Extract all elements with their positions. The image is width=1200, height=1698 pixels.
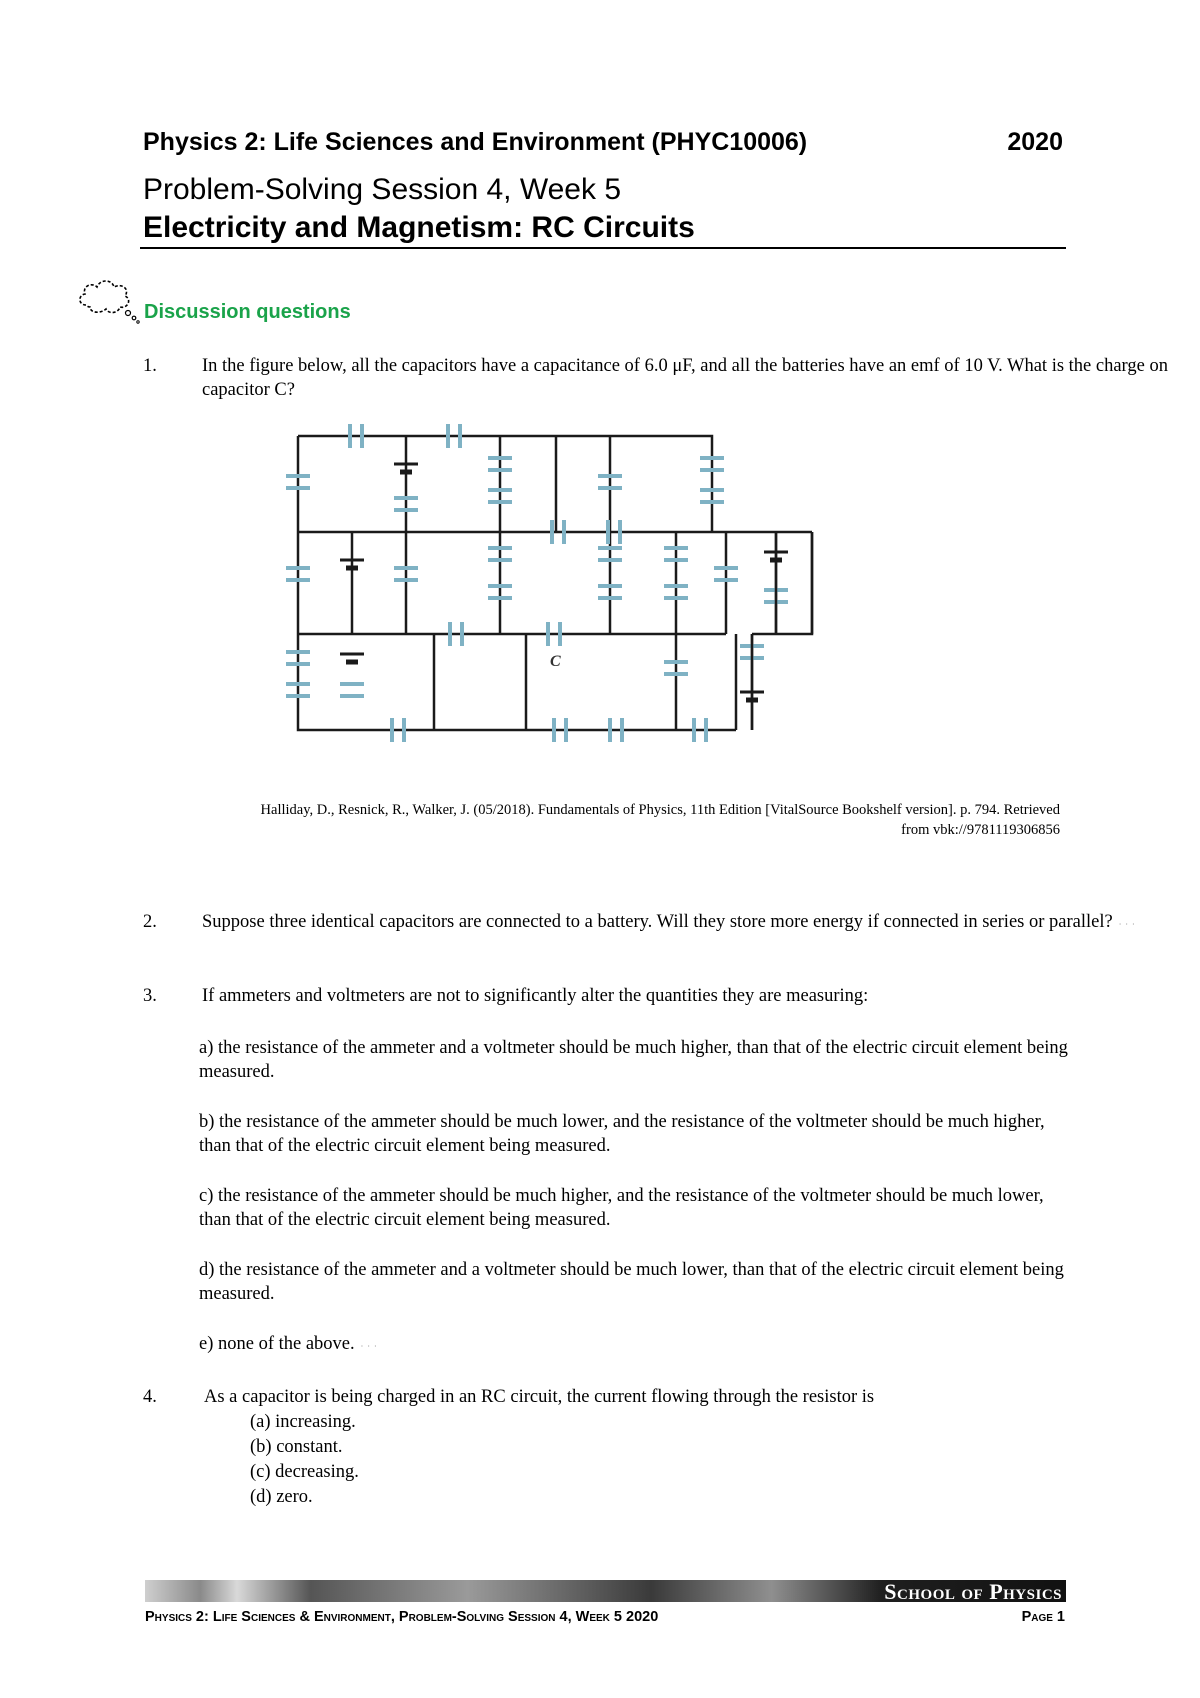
question-number: 3.	[143, 986, 157, 1006]
footer	[145, 1609, 1065, 1625]
course-year: 2020	[1007, 128, 1063, 156]
answer-options	[250, 1410, 359, 1510]
question-number: 2.	[143, 912, 157, 932]
circuit-wires	[298, 436, 812, 730]
question-text: As a capacitor is being charged in an RC circuit, the current flowing through the resistor is	[204, 1387, 875, 1407]
citation	[160, 800, 1060, 840]
header-rule	[140, 247, 1066, 249]
question-text: In the figure below, all the capacitors have a capacitance of 6.0 μF, and all the batteries have an emf of 10 V. What is the charge on capacitor C?	[202, 356, 1168, 400]
footer-banner	[145, 1580, 1066, 1602]
option-b: b) the resistance of the ammeter should be much lower, and the resistance of the voltmeter should be much higher, than that of the electric circuit element being measured.	[199, 1112, 1045, 1156]
school-logo-text: School of Physics	[884, 1579, 1062, 1604]
answer-option: (a) increasing.	[250, 1412, 356, 1432]
option-d: d) the resistance of the ammeter and a voltmeter should be much lower, than that of the electric circuit element being measured.	[199, 1260, 1064, 1304]
discussion-title: Discussion questions	[144, 301, 351, 323]
topic-title: Electricity and Magnetism: RC Circuits	[143, 211, 695, 244]
citation-line-1: Halliday, D., Resnick, R., Walker, J. (05/2018). Fundamentals of Physics, 11th Edition [VitalSource Bookshelf version]. p. 794. Retrieved	[260, 802, 1060, 818]
capacitor-c-label: C	[550, 653, 561, 670]
option-c: c) the resistance of the ammeter should be much higher, and the resistance of the voltmeter should be much lower, than that of the electric circuit element being measured.	[199, 1186, 1044, 1230]
citation-line-2: from vbk://9781119306856	[901, 822, 1060, 838]
course-title	[143, 128, 1063, 157]
question-number: 4.	[143, 1387, 157, 1407]
course-name: Physics 2: Life Sciences and Environment (PHYC10006)	[143, 128, 808, 156]
capacitor-circuit-figure	[280, 420, 840, 760]
watermark-text: · · ·	[1118, 920, 1136, 929]
answer-option: (d) zero.	[250, 1487, 313, 1507]
session-title: Problem-Solving Session 4, Week 5	[143, 173, 622, 206]
option-e: e) none of the above. · · ·	[199, 1334, 378, 1354]
capacitors	[286, 424, 788, 742]
option-a: a) the resistance of the ammeter and a voltmeter should be much higher, than that of the electric circuit element being measured.	[199, 1038, 1068, 1082]
page-number: Page 1	[1021, 1609, 1065, 1625]
question-number: 1.	[143, 356, 157, 376]
thought-bubble-icon	[76, 277, 142, 325]
watermark-text: · · ·	[360, 1342, 378, 1351]
answer-option: (b) constant.	[250, 1437, 343, 1457]
footer-title: Physics 2: Life Sciences & Environment, Problem-Solving Session 4, Week 5 2020	[145, 1609, 659, 1625]
question-text: If ammeters and voltmeters are not to significantly alter the quantities they are measuring:	[202, 986, 869, 1006]
answer-option: (c) decreasing.	[250, 1462, 359, 1482]
question-text: Suppose three identical capacitors are connected to a battery. Will they store more energy if connected in series or parallel? · · ·	[202, 912, 1136, 932]
